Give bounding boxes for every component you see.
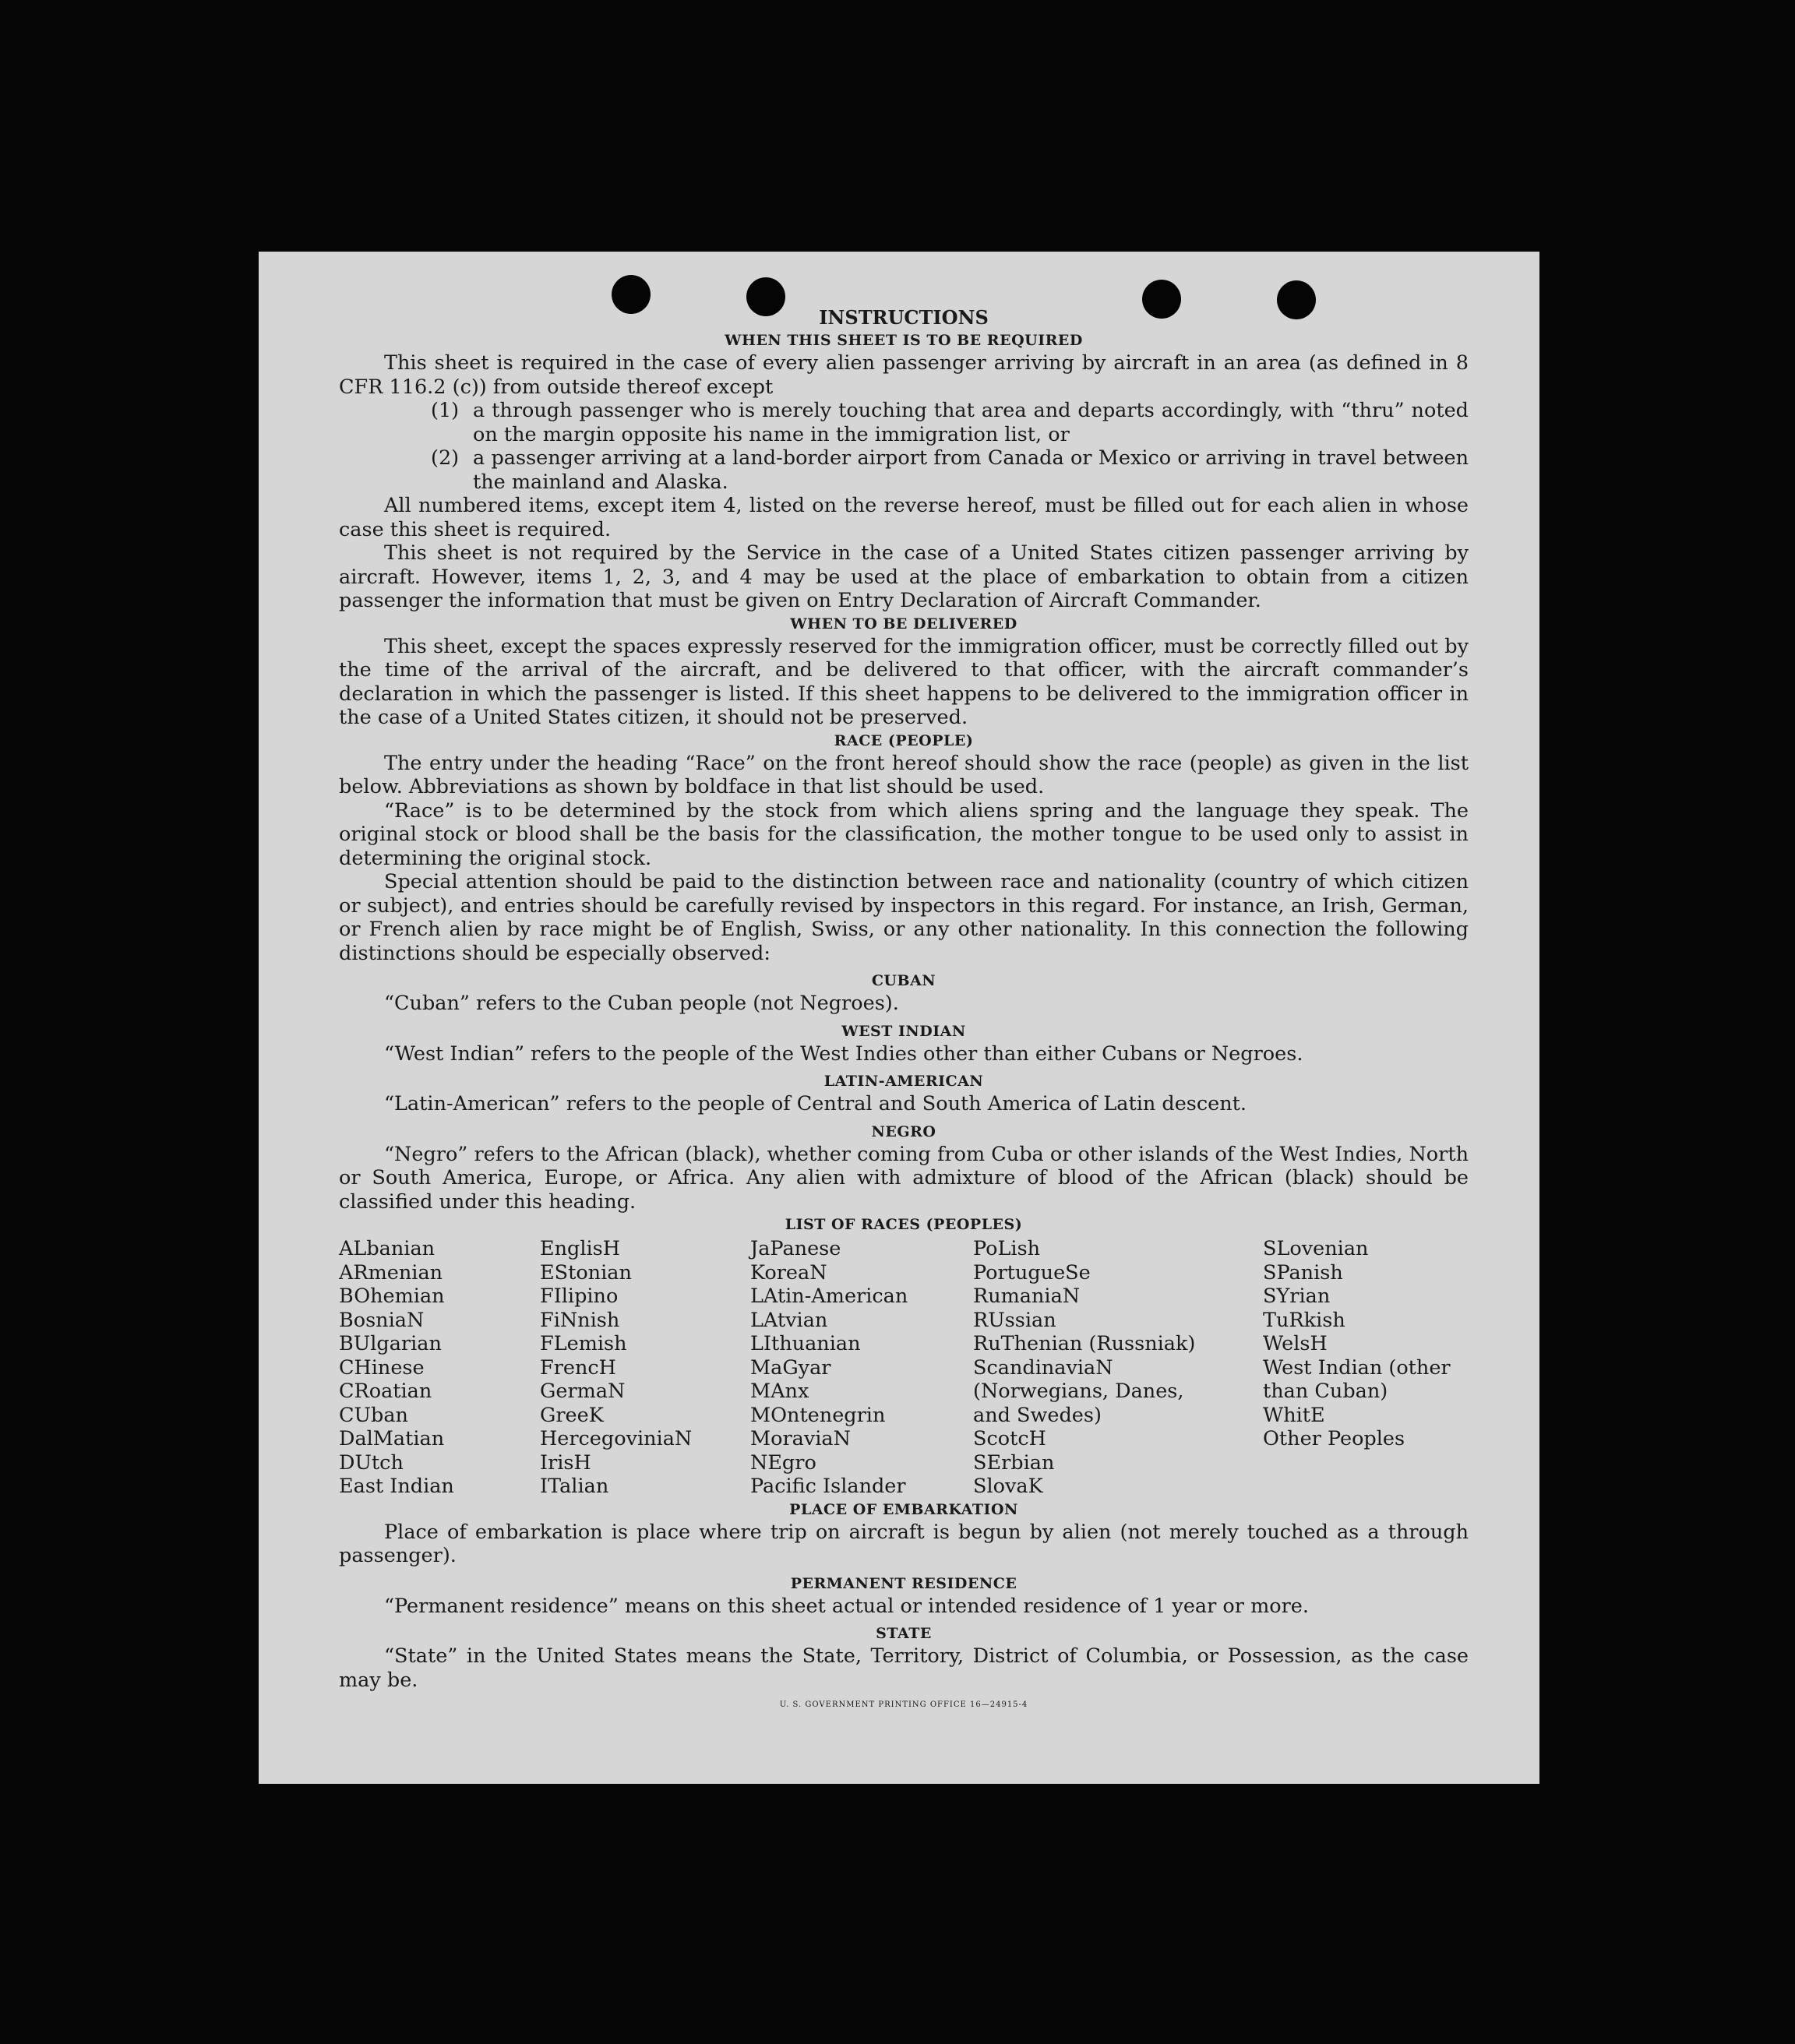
item-text: a passenger arriving at a land-border airport from Canada or Mexico or arriving in travel between the mainland and Alaska. [473, 446, 1469, 494]
races-column [1263, 1237, 1469, 1499]
races-list [339, 1237, 1469, 1499]
race-item: West Indian (other than Cuban) [1263, 1355, 1451, 1403]
race-item: Pacific Islander [750, 1475, 906, 1498]
race-item: PortugueSe [973, 1260, 1091, 1285]
paragraph: “Negro” refers to the African (black), whether coming from Cuba or other islands of the West Indies, North or South America, Europe, or Africa. Any alien with admixture of blood of the African (black) should be classified under this heading. [339, 1142, 1469, 1214]
races-column [339, 1237, 540, 1499]
races-column [540, 1237, 750, 1499]
list-item [431, 399, 1469, 446]
section-heading: NEGRO [871, 1122, 936, 1140]
paragraph: Special attention should be paid to the distinction between race and nationality (country of which citizen or subject), and entries should be carefully revised by inspectors in this regard. For instance, an Irish, German, or French alien by race might be of English, Swiss, or any other nationality. In this connection the following distinctions should be especially observed: [339, 870, 1469, 965]
paragraph: “State” in the United States means the State, Territory, District of Columbia, or Possession, as the case may be. [339, 1644, 1469, 1692]
race-item: LAtvian [750, 1308, 828, 1332]
race-item: GermaN [540, 1380, 626, 1403]
race-item: ARmenian [339, 1260, 443, 1285]
race-item: DUtch [339, 1450, 404, 1475]
race-item: FiNnish [540, 1308, 620, 1332]
item-text: a through passenger who is merely touching that area and departs accordingly, with “thru” noted on the margin opposite his name in the immigration list, or [473, 399, 1469, 446]
race-item: MAnx [750, 1380, 809, 1403]
race-item: CUban [339, 1403, 408, 1427]
race-item: WelsH [1263, 1332, 1328, 1355]
paragraph: This sheet is not required by the Service in the case of a United States citizen passenger arriving by aircraft. However, items 1, 2, 3, and 4 may be used at the place of embarkation to obtain from a citizen passenger the information that must be given on Entry Declaration of Aircraft Commander. [339, 541, 1469, 612]
instructions-content [339, 306, 1469, 1712]
race-item: SPanish [1263, 1260, 1343, 1285]
paragraph: This sheet is required in the case of every alien passenger arriving by aircraft in an area (as defined in 8 CFR 116.2 (c)) from outside thereof except [339, 351, 1469, 399]
printing-office-note: U. S. GOVERNMENT PRINTING OFFICE 16—24915-4 [779, 1700, 1028, 1709]
paragraph: “Race” is to be determined by the stock from which aliens spring and the language they speak. The original stock or blood shall be the basis for the classification, the mother tongue to be used only to assist in determining the original stock. [339, 798, 1469, 870]
section-heading: RACE (PEOPLE) [834, 731, 974, 749]
section-heading: PERMANENT RESIDENCE [790, 1574, 1017, 1592]
races-column [973, 1237, 1207, 1499]
document-sheet [259, 252, 1539, 1784]
race-item: RumaniaN [973, 1285, 1081, 1308]
race-item: FrencH [540, 1355, 616, 1380]
section-heading: WHEN TO BE DELIVERED [790, 615, 1017, 633]
section-heading: STATE [876, 1625, 932, 1642]
race-item: HercegoviniaN [540, 1427, 693, 1450]
race-item: DalMatian [339, 1427, 445, 1450]
race-item: KoreaN [750, 1260, 827, 1285]
race-item: ITalian [540, 1475, 609, 1498]
paragraph: All numbered items, except item 4, listed on the reverse hereof, must be filled out for each alien in whose case this sheet is required. [339, 494, 1469, 541]
race-item: SErbian [973, 1450, 1055, 1475]
race-item: FIlipino [540, 1285, 619, 1308]
document-title: INSTRUCTIONS [819, 306, 989, 329]
race-item: SYrian [1263, 1285, 1331, 1308]
race-item: GreeK [540, 1403, 604, 1427]
item-number: (2) [431, 446, 460, 470]
section-heading: WEST INDIAN [841, 1022, 966, 1040]
section-heading: CUBAN [871, 972, 936, 989]
race-item: CRoatian [339, 1380, 432, 1403]
item-number: (1) [431, 399, 460, 422]
paragraph: “Latin-American” refers to the people of Central and South America of Latin descent. [384, 1092, 1247, 1115]
paragraph: This sheet, except the spaces expressly reserved for the immigration officer, must be correctly filled out by the time of the arrival of the aircraft, and be delivered to that officer, with the aircraft commander’s declaration in which the passenger is listed. If this sheet happens to be delivered to the immigration officer in the case of a United States citizen, it should not be preserved. [339, 634, 1469, 729]
race-item: MaGyar [750, 1355, 831, 1380]
race-item: NEgro [750, 1450, 816, 1475]
race-item: WhitE [1263, 1403, 1325, 1427]
race-item: SlovaK [973, 1475, 1043, 1498]
race-item: FLemish [540, 1332, 627, 1355]
section-heading: WHEN THIS SHEET IS TO BE REQUIRED [725, 332, 1083, 349]
paragraph: “West Indian” refers to the people of the West Indies other than either Cubans or Negroes. [384, 1041, 1303, 1066]
race-item: ALbanian [339, 1237, 436, 1260]
race-item: East Indian [339, 1475, 454, 1498]
race-item: MoraviaN [750, 1427, 851, 1450]
race-item: IrisH [540, 1450, 591, 1475]
race-item: SLovenian [1263, 1237, 1369, 1260]
paragraph: “Cuban” refers to the Cuban people (not Negroes). [384, 992, 899, 1015]
section-heading: PLACE OF EMBARKATION [789, 1500, 1018, 1518]
list-item [431, 446, 1469, 494]
race-item: MOntenegrin [750, 1403, 886, 1427]
race-item: BosniaN [339, 1308, 425, 1332]
race-item: LIthuanian [750, 1332, 861, 1355]
race-item: ScotcH [973, 1427, 1046, 1450]
race-item: ScandinaviaN (Norwegians, Danes, and Swedes) [973, 1355, 1184, 1427]
paragraph: Place of embarkation is place where trip on aircraft is begun by alien (not merely touched as a through passenger). [339, 1520, 1469, 1567]
race-item: PoLish [973, 1237, 1041, 1260]
race-item: BUlgarian [339, 1332, 442, 1355]
race-item: Other Peoples [1263, 1427, 1405, 1450]
race-item: RuThenian (Russniak) [973, 1332, 1196, 1355]
races-column [750, 1237, 973, 1499]
section-heading: LATIN-AMERICAN [823, 1073, 984, 1090]
race-item: TuRkish [1263, 1308, 1345, 1332]
paragraph: “Permanent residence” means on this sheet actual or intended residence of 1 year or more. [384, 1594, 1309, 1618]
race-item: RUssian [973, 1308, 1056, 1332]
race-item: LAtin-American [750, 1285, 908, 1308]
paragraph: The entry under the heading “Race” on the front hereof should show the race (people) as given in the list below. Abbreviations as shown by boldface in that list should be used. [339, 751, 1469, 798]
races-heading: LIST OF RACES (PEOPLES) [785, 1216, 1023, 1233]
race-item: EnglisH [540, 1237, 620, 1260]
race-item: EStonian [540, 1260, 632, 1285]
race-item: JaPanese [750, 1237, 841, 1260]
race-item: CHinese [339, 1355, 425, 1380]
race-item: BOhemian [339, 1285, 445, 1308]
